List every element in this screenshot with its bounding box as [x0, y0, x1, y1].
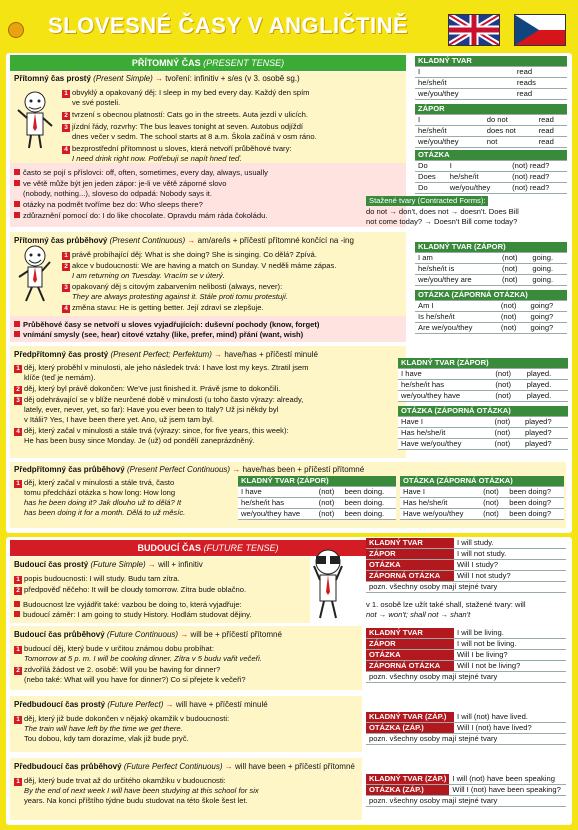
- contracted-forms-line-2: not come today? → Doesn't Bill come today?: [366, 217, 518, 226]
- future-simple-use-1: 1 popis budoucnosti: I will study. Budu tam zítra.: [14, 574, 180, 584]
- present-perfect-continuous-use-1b: tomu předchází otázka s how long: How long: [24, 488, 176, 497]
- present-simple-question-table: OTÁZKA Do I (not) read? Does he/she/it (not) read? Do we/you/they (not) read?: [415, 150, 567, 194]
- present-tense-header: PŘÍTOMNÝ ČAS (PRESENT TENSE): [10, 55, 406, 71]
- present-perfect-continuous-question-table: OTÁZKA (ZÁPORNÁ OTÁZKA) Have I (not) been doing? Has he/she/it (not) been doing? Have we/you/they (not) been doing?: [400, 476, 564, 520]
- present-perfect-continuous-use-1: 1 děj, který začal v minulosti a stále trvá, často: [14, 478, 174, 488]
- future-tense-header: BUDOUCÍ ČAS (FUTURE TENSE): [10, 540, 406, 556]
- future-simple-shall-note-1: v 1. osobě lze užít také shall, stažené tvary: will: [366, 600, 526, 609]
- future-simple-note-1: Budoucnost lze vyjádřit také: vazbou be doing to, která vyjadřuje:: [14, 600, 242, 610]
- present-simple-note-2b: (nobody, nothing...), sloveso do odpadá: Nobody says it.: [23, 189, 212, 198]
- present-perfect-use-2: 2 děj, který byl právě dokončen: We've just finished it. Právě jsme to dokončili.: [14, 384, 280, 394]
- future-perfect-continuous-title: Předbudoucí čas průběhový (Future Perfect Continuous) → will have been + příčestí přítomné: [14, 762, 355, 771]
- present-continuous-formation: am/are/is + příčestí přítomné končící na -ing: [197, 236, 354, 245]
- present-simple-note-2: ve větě může být jen jeden zápor: je-li ve větě záporné slovo: [14, 179, 226, 189]
- present-continuous-title: Přítomný čas průběhový (Present Continuous) → am/are/is + příčestí přítomné končící na -ing: [14, 236, 354, 245]
- future-perfect-continuous-table: KLADNÝ TVAR (ZÁP.) I will (not) have been speaking OTÁZKA (ZÁP.) Will I (not) have been speaking? pozn. všechny osoby mají stejné tvary: [366, 774, 566, 807]
- contracted-forms-line-1: do not → don't, does not → doesn't. Does Bill: [366, 207, 519, 216]
- future-perfect-use-1c: Tou dobou, kdy tam dorazíme, vlak již bude pryč.: [24, 734, 189, 743]
- uk-flag-icon: [448, 14, 500, 46]
- present-continuous-use-3b: They are always protesting against it. Stále proti tomu protestují.: [72, 292, 289, 301]
- present-perfect-use-3b: lately, ever, never, yet, so far): Have you ever been to Italy? Už jsi někdy byl: [24, 405, 279, 414]
- future-simple-use-2: 2 předpověď něčeho: It will be cloudy tomorrow. Zítra bude oblačno.: [14, 585, 246, 595]
- future-continuous-use-1: 1 budoucí děj, který bude v určitou známou dobu probíhat:: [14, 644, 214, 654]
- present-perfect-formation: have/has + příčestí minulé: [224, 350, 318, 359]
- future-perfect-continuous-use-1: 1 děj, který bude trvat až do určitého okamžiku v budoucnosti:: [14, 776, 226, 786]
- future-perfect-continuous-formation: will have been + příčestí přítomné: [235, 762, 355, 771]
- present-continuous-affirm-table: KLADNÝ TVAR (ZÁPOR) I am (not) going. he/she/it is (not) going. we/you/they are (not) going.: [415, 242, 567, 286]
- present-continuous-use-1: 1 právě probíhající děj: What is she doing? She is singing. Co dělá? Zpívá.: [62, 250, 317, 260]
- future-simple-note-2: budoucí záměr: I am going to study History. Hodlám studovat dějiny.: [14, 610, 251, 620]
- contracted-forms-head: Stažené tvary (Contracted Forms):: [366, 196, 488, 206]
- future-perfect-continuous-use-1b: By the end of next week I will have been studying at this school for six: [24, 786, 259, 795]
- present-perfect-use-1: 1 děj, který proběhl v minulosti, ale jeho následek trvá: I have lost my keys. Ztratil jsem: [14, 363, 308, 373]
- present-perfect-use-1b: klíče (teď je nemám).: [24, 373, 96, 382]
- present-simple-use-4b: I need drink right now. Potřebuji se napít hned teď.: [72, 154, 242, 163]
- page-title: SLOVESNÉ ČASY V ANGLIČTINĚ: [48, 13, 409, 38]
- present-continuous-note-1: Průběhové časy se netvoří u sloves vyjadřujících: duševní pochody (know, forget): [14, 320, 319, 330]
- present-simple-note-3: otázky na podmět tvoříme bez do: Who sleeps there?: [14, 200, 203, 210]
- stick-figure-icon: [14, 90, 56, 150]
- future-perfect-formation: will have + příčestí minulé: [175, 700, 268, 709]
- present-perfect-use-4b: He has been busy since Monday. Je (už) od pondělí zaneprázdněný.: [24, 436, 255, 445]
- present-perfect-continuous-use-1d: has been doing it for a month. Dělá to už měsíc.: [24, 508, 186, 517]
- future-perfect-use-1: 1 děj, který již bude dokončen v nějaký okamžik v budoucnosti:: [14, 714, 229, 724]
- present-continuous-note-2: vnímání smysly (see, hear) citové vztahy (like, prefer, mind) přání (want, wish): [14, 330, 303, 340]
- present-simple-negative-table: ZÁPOR I do not read he/she/it does not read we/you/they not read: [415, 104, 567, 148]
- present-perfect-continuous-affirm-table: KLADNÝ TVAR (ZÁPOR) I have (not) been doing. he/she/it has (not) been doing. we/you/they have (not) been doing.: [238, 476, 396, 520]
- present-simple-note-1: často se pojí s příslovci: off, often, sometimes, every day, always, usually: [14, 168, 268, 178]
- present-simple-use-1: 1 obvyklý a opakovaný děj: I sleep in my bed every day. Každý den spím: [62, 88, 310, 98]
- present-continuous-use-2: 2 akce v budoucnosti: We are having a match on Sunday. V neděli máme zápas.: [62, 261, 336, 271]
- header: [0, 0, 578, 50]
- present-perfect-continuous-use-1c: has he been doing it? Jak dlouho už to dělá? It: [24, 498, 182, 507]
- present-perfect-use-3: 3 děj odehrávající se v blíže neurčené době v minulosti (u toho často výrazy: already,: [14, 395, 303, 405]
- present-simple-formation: tvoření: infinitiv + s/es (v 3. osobě sg.): [165, 74, 300, 83]
- dancing-figure-icon: [14, 244, 56, 304]
- future-perfect-use-1b: The train will have left by the time we get there.: [24, 724, 183, 733]
- future-continuous-formation: will be + příčestí přítomné: [190, 630, 282, 639]
- future-simple-table: KLADNÝ TVAR I will study. ZÁPOR I will not study. OTÁZKA Will I study? ZÁPORNÁ OTÁZKA Will I not study? pozn. všechny osoby mají stejné tvary: [366, 538, 566, 593]
- present-perfect-title: Předpřítomný čas prostý (Present Perfect; Perfektum) → have/has + příčestí minulé: [14, 350, 318, 359]
- future-simple-title: Budoucí čas prostý (Future Simple) → will + infinitiv: [14, 560, 203, 569]
- future-continuous-table: KLADNÝ TVAR I will be living. ZÁPOR I will not be living. OTÁZKA Will I be living? ZÁPORNÁ OTÁZKA Will I not be living? pozn. všechny osoby mají stejné tvary: [366, 628, 566, 683]
- present-simple-affirm-table: KLADNÝ TVAR I read he/she/it reads we/you/they read: [415, 56, 567, 100]
- present-simple-use-3: 3 jízdní řády, rozvrhy: The bus leaves tonight at seven. Autobus odjíždí: [62, 122, 303, 132]
- present-perfect-continuous-title: Předpřítomný čas průběhový (Present Perfect Continuous) → have/has been + příčestí přítomné: [14, 465, 365, 474]
- present-simple-use-2: 2 tvrzení s obecnou platností: Cats go in the streets. Auta jezdí v ulicích.: [62, 110, 308, 120]
- present-continuous-use-2b: I am returning on Tuesday. Vracím se v úterý.: [72, 271, 225, 280]
- future-continuous-title: Budoucí čas průběhový (Future Continuous) → will be + příčestí přítomné: [14, 630, 282, 639]
- present-continuous-use-4: 4 změna stavu: He is getting better. Její zdraví se zlepšuje.: [62, 303, 264, 313]
- sun-logo-icon: [8, 22, 24, 38]
- future-perfect-continuous-use-1c: years. Na konci příštího týdne budu studovat na této škole šest let.: [24, 796, 248, 805]
- present-perfect-continuous-formation: have/has been + příčestí přítomné: [242, 465, 365, 474]
- present-simple-use-1b: ve své posteli.: [72, 98, 121, 107]
- present-perfect-affirm-table: KLADNÝ TVAR (ZÁPOR) I have (not) played. he/she/it has (not) played. we/you/they have (not) played.: [398, 358, 568, 402]
- future-continuous-use-2b: (nebo také: What will you have for dinner?) Co si přejete k večeři?: [24, 675, 246, 684]
- present-simple-note-4: zdůraznění pomocí do: I do like chocolate. Opravdu mám ráda čokoládu.: [14, 211, 267, 221]
- present-perfect-use-4: 4 děj, který začal v minulosti a stále trvá (výrazy: since, for five years, this week):: [14, 426, 289, 436]
- czech-flag-icon: [514, 14, 566, 46]
- present-continuous-use-3: 3 opakovaný děj s citovým zabarvením nelibosti (always, never):: [62, 282, 282, 292]
- future-simple-shall-note-2: not → won't; shall not → shan't: [366, 610, 471, 619]
- present-simple-use-4: 4 bezprostřední přítomnost u sloves, která netvoří průběhové tvary:: [62, 144, 292, 154]
- binoculars-figure-icon: [300, 544, 356, 620]
- future-simple-formation: will + infinitiv: [158, 560, 203, 569]
- present-simple-use-3b: dnes večer v sedm. The school starts at 8 a.m. Škola začíná v osm ráno.: [72, 132, 317, 141]
- future-perfect-title: Předbudoucí čas prostý (Future Perfect) → will have + příčestí minulé: [14, 700, 268, 709]
- future-perfect-table: KLADNÝ TVAR (ZÁP.) I will (not) have lived. OTÁZKA (ZÁP.) Will I (not) have lived? pozn. všechny osoby mají stejné tvary: [366, 712, 566, 745]
- present-continuous-question-table: OTÁZKA (ZÁPORNÁ OTÁZKA) Am I (not) going? Is he/she/it (not) going? Are we/you/they (not) going?: [415, 290, 567, 334]
- present-perfect-use-3c: v Itálii? Yes, I have been there yet. Ano, už jsem tam byl.: [24, 415, 214, 424]
- future-continuous-use-1b: Tomorrow at 5 p. m. I will be cooking dinner. Zítra v 5 budu vařit večeři.: [24, 654, 262, 663]
- future-continuous-use-2: 2 zdvořilá žádost ve 2. osobě: Will you be having for dinner?: [14, 665, 220, 675]
- present-perfect-question-table: OTÁZKA (ZÁPORNÁ OTÁZKA) Have I (not) played? Has he/she/it (not) played? Have we/you/they (not) played?: [398, 406, 568, 450]
- present-simple-title: Přítomný čas prostý (Present Simple) → tvoření: infinitiv + s/es (v 3. osobě sg.): [14, 74, 300, 83]
